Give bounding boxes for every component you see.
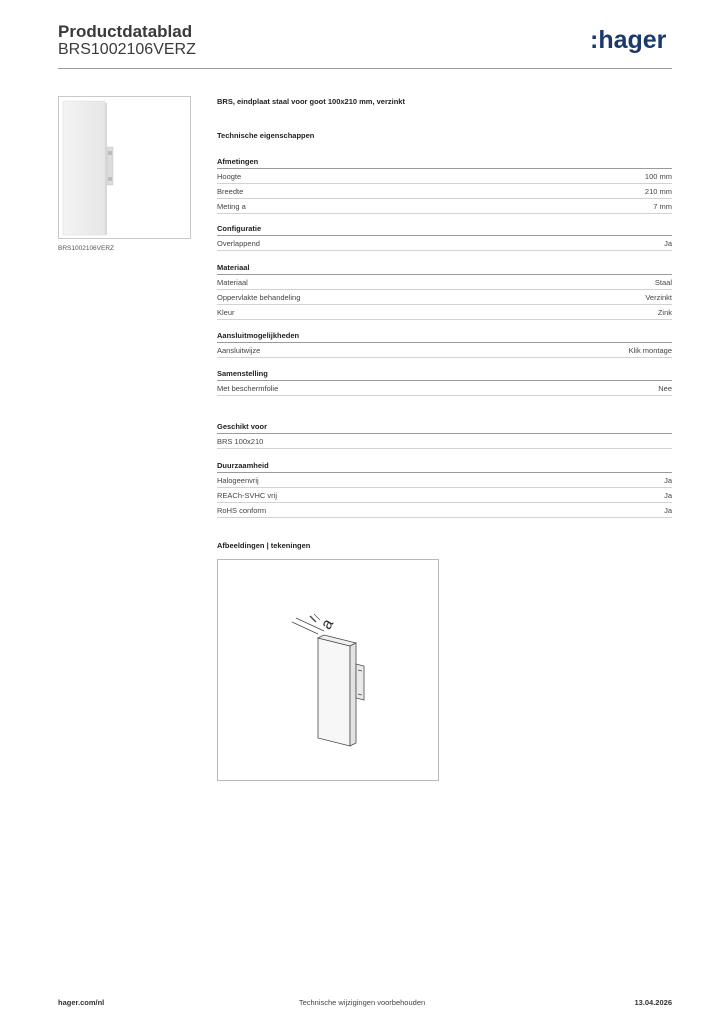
table-row [217, 488, 672, 503]
section-title: Aansluitmogelijkheden [217, 330, 672, 343]
product-description: BRS, eindplaat staal voor goot 100x210 mm, verzinkt [217, 97, 405, 106]
row-value: Ja [664, 506, 672, 515]
table-row [217, 343, 672, 358]
footer-date: 13.04.2026 [634, 998, 672, 1007]
technical-drawing [217, 559, 439, 781]
table-row [217, 503, 672, 518]
row-value: Ja [664, 491, 672, 500]
row-value: Zink [657, 308, 672, 317]
section-duurzaamheid [217, 460, 672, 518]
section-title: Afmetingen [217, 156, 672, 169]
row-value: Nee [658, 384, 672, 393]
row-label: Breedte [217, 187, 244, 196]
product-thumbnail [58, 96, 191, 239]
row-label: Met beschermfolie [217, 384, 279, 393]
end-plate-drawing-icon [218, 560, 438, 780]
section-title: Duurzaamheid [217, 460, 672, 473]
row-label: REACh-SVHC vrij [217, 491, 278, 500]
row-label: Hoogte [217, 172, 242, 181]
table-row [217, 290, 672, 305]
section-title: Samenstelling [217, 368, 672, 381]
row-value: Ja [664, 476, 672, 485]
section-geschikt-voor [217, 421, 672, 449]
table-row [217, 169, 672, 184]
row-value: Staal [654, 278, 672, 287]
row-value: Klik montage [628, 346, 672, 355]
table-row [217, 275, 672, 290]
row-value: 100 mm [644, 172, 672, 181]
section-title: Configuratie [217, 223, 672, 236]
images-heading: Afbeeldingen | tekeningen [217, 541, 311, 550]
row-value: 210 mm [644, 187, 672, 196]
row-label: Halogeenvrij [217, 476, 259, 485]
table-row [217, 184, 672, 199]
page-title: Productdatablad [58, 22, 193, 41]
thumbnail-caption: BRS1002106VERZ [58, 245, 115, 252]
row-value: Ja [664, 239, 672, 248]
row-label: BRS 100x210 [217, 437, 264, 446]
footer-disclaimer: Technische wijzigingen voorbehouden [298, 998, 426, 1007]
section-samenstelling [217, 368, 672, 396]
row-label: Materiaal [217, 278, 248, 287]
row-label: Overlappend [217, 239, 260, 248]
logo-text: :hager [590, 26, 667, 54]
section-configuratie [217, 223, 672, 251]
table-row [217, 473, 672, 488]
section-afmetingen [217, 156, 672, 214]
product-code: BRS1002106VERZ [58, 41, 196, 58]
row-label: Oppervlakte behandeling [217, 293, 301, 302]
section-materiaal [217, 262, 672, 320]
row-label: Aansluitwijze [217, 346, 261, 355]
section-title: Materiaal [217, 262, 672, 275]
footer-website: hager.com/nl [58, 998, 105, 1007]
row-label: Meting a [217, 202, 246, 211]
dimension-label: a [317, 616, 338, 633]
table-row [217, 236, 672, 251]
header-divider [58, 68, 672, 69]
table-row [217, 305, 672, 320]
table-row [217, 199, 672, 214]
hager-logo [590, 26, 674, 56]
table-row [217, 434, 672, 449]
table-row [217, 381, 672, 396]
section-aansluitmogelijkheden [217, 330, 672, 358]
row-label: Kleur [217, 308, 235, 317]
section-title: Geschikt voor [217, 421, 672, 434]
row-value: 7 mm [653, 202, 672, 211]
end-plate-icon [59, 97, 190, 238]
technical-properties-heading: Technische eigenschappen [217, 131, 315, 140]
row-label: RoHS conform [217, 506, 267, 515]
row-value: Verzinkt [645, 293, 672, 302]
